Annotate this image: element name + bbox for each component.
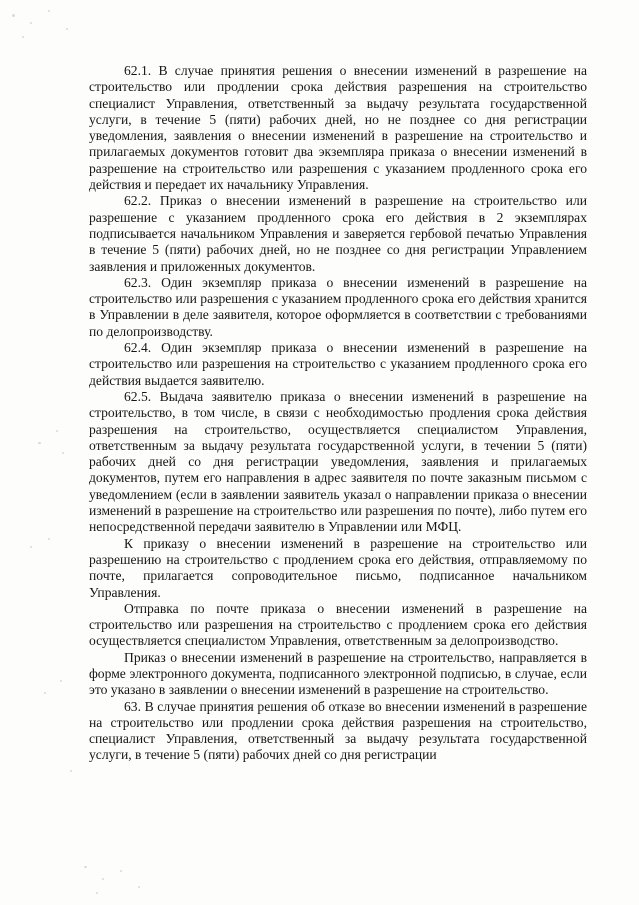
paragraph-63: 63. В случае принятия решения об отказе во внесении изменений в разрешение на строительство или продлении срока действия разрешения на строительство, специалист Управления, ответственный за выдачу результата государственной услуги, в течение 5 (пяти) рабочих дней со дня регистрации: [89, 698, 587, 763]
scan-speckle: [62, 452, 64, 454]
scan-speckle: [48, 538, 50, 540]
paragraph-62-5: 62.5. Выдача заявителю приказа о внесении изменений в разрешение на строительство, в том числе, в связи с необходимостью продления срока действия разрешения на строительство, осуществляется специалистом Управления, ответственным за выдачу результата государственной услуги, в течении 5 (пяти) рабочих дней со дня регистрации уведомления, заявления и прилагаемых документов, путем его направления в адрес заявителя по почте заказным письмом с уведомлением (если в заявлении заявитель указал о направлении приказа о внесении изменений в разрешение на строительство или разрешения по почте), либо путем его непосредственной передачи заявителю в Управлении или МФЦ.: [89, 388, 587, 535]
scan-speckle: [56, 430, 58, 432]
scan-speckle: [60, 680, 62, 682]
scan-speckle: [70, 770, 72, 772]
paragraph-62-2: 62.2. Приказ о внесении изменений в разрешение на строительство или разрешение с указанием продленного срока его действия в 2 экземплярах подписывается начальником Управления и заверяется гербовой печатью Управления в течение 5 (пяти) рабочих дней, но не позднее со дня регистрации Управлением заявления и приложенных документов.: [89, 193, 587, 274]
scan-speckle: [22, 36, 24, 38]
scan-speckle: [96, 892, 98, 894]
paragraph-electronic-form: Приказ о внесении изменений в разрешение на строительство, направляется в форме электронного документа, подписанного электронной подписью, в случае, если это указано в заявлении о внесении изменений в разрешение на строительство.: [89, 649, 587, 698]
scan-speckle: [66, 28, 68, 30]
scan-speckle: [120, 870, 122, 872]
paragraph-62-4: 62.4. Один экземпляр приказа о внесении изменений в разрешение на строительство или разрешения на строительство с указанием продленного срока его действия выдается заявителю.: [89, 340, 587, 388]
scan-speckle: [30, 22, 32, 24]
document-body: [89, 63, 587, 764]
paragraph-62-1: 62.1. В случае принятия решения о внесении изменений в разрешение на строительство или продлении срока действия разрешения на строительство специалист Управления, ответственный за выдачу результата государственной услуги, в течение 5 (пяти) рабочих дней, но не позднее со дня регистрации уведомления, заявления о внесении изменений в разрешение на строительство и прилагаемых документов готовит два экземпляра приказа о внесении изменений в разрешение на строительство или разрешения с указанием продленного срока его действия и передает их начальнику Управления.: [89, 63, 587, 193]
scan-speckle: [138, 886, 140, 888]
scan-speckle: [102, 878, 104, 880]
paragraph-mail-dispatch: Отправка по почте приказа о внесении изменений в разрешение на строительство или разрешения на строительство с продлением срока его действия осуществляется специалистом Управления, ответственным за делопроизводство.: [89, 600, 587, 649]
scan-speckle: [48, 10, 50, 12]
paragraph-62-3: 62.3. Один экземпляр приказа о внесении изменений в разрешение на строительство или разрешения с указанием продленного срока его действия хранится в Управлении в деле заявителя, которое оформляется в соответствии с требованиями по делопроизводству.: [89, 274, 587, 339]
scan-speckle: [12, 14, 15, 17]
paragraph-cover-letter: К приказу о внесении изменений в разрешение на строительство или разрешению на строительство с продлением срока его действия, отправляемому по почте, прилагается сопроводительное письмо, подписанное начальником Управления.: [89, 535, 587, 600]
scan-speckle: [30, 546, 32, 548]
scan-speckle: [84, 866, 87, 868]
scan-speckle: [44, 692, 46, 694]
scan-speckle: [38, 442, 41, 444]
